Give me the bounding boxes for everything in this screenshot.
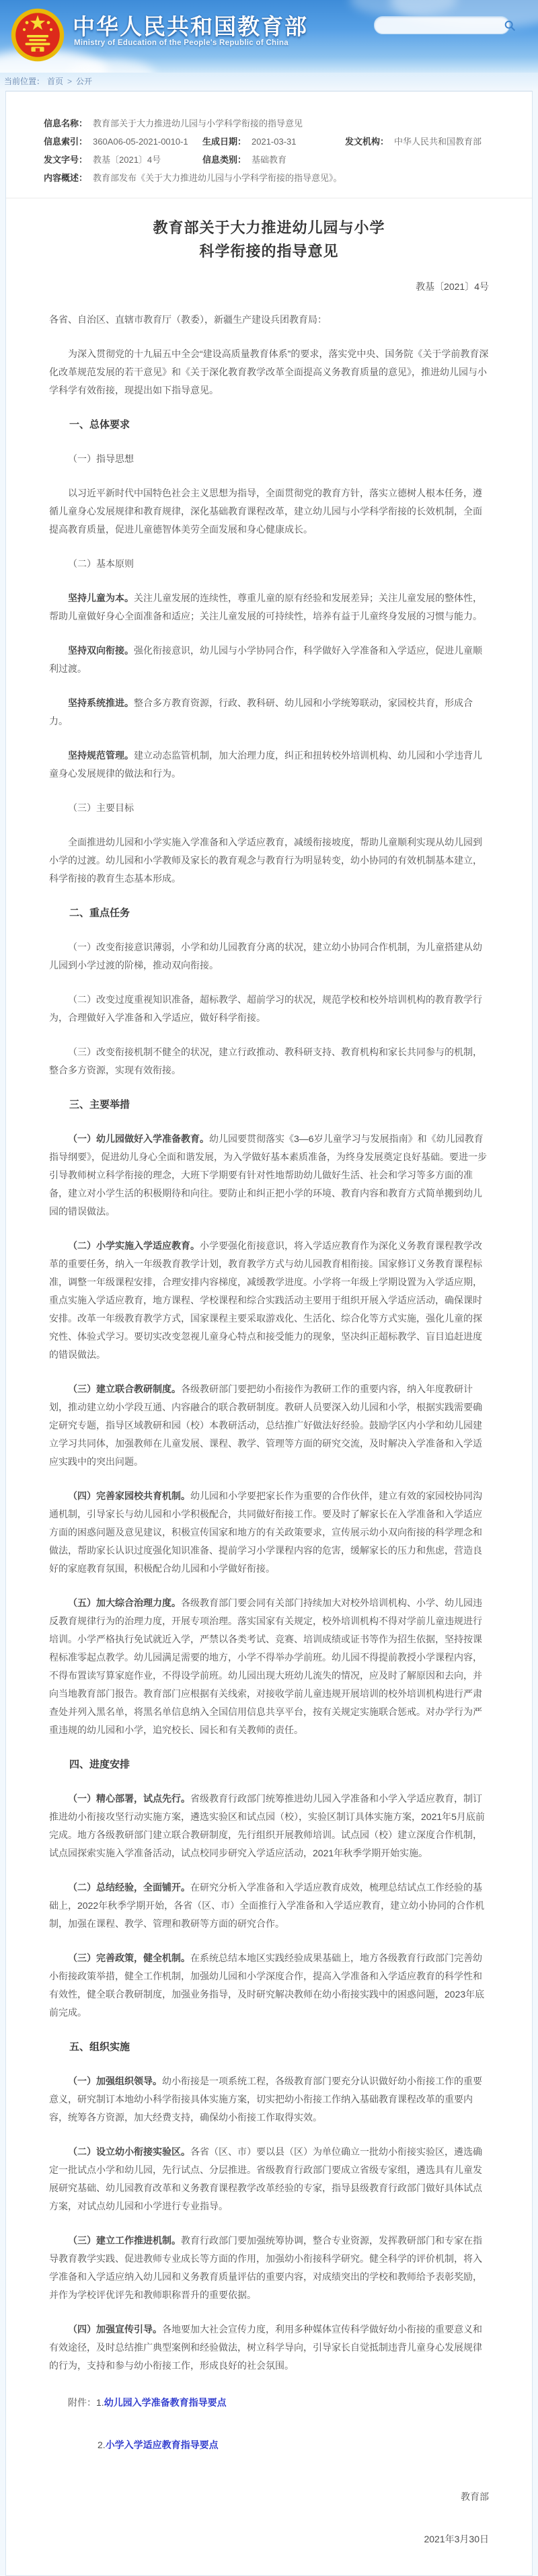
section-heading: 三、主要举措: [69, 1099, 130, 1110]
paragraph: 坚持双向衔接。强化衔接意识，幼儿园与小学协同合作，科学做好入学准备和入学适应，促进儿童顺利过渡。: [49, 645, 482, 674]
meta-docno-label: 发文字号：: [44, 155, 88, 165]
breadcrumb-current-link[interactable]: 公开: [76, 77, 93, 86]
meta-summary-label: 内容概述：: [44, 173, 88, 183]
signature-block: [49, 2488, 489, 2548]
paragraph-lead: （二）小学实施入学适应教育。: [68, 1240, 200, 1251]
search-input[interactable]: [383, 18, 504, 33]
title-line-1: 教育部关于大力推进幼儿园与小学: [153, 219, 385, 236]
paragraph-lead: （四）完善家园校共育机制。: [68, 1490, 190, 1501]
meta-agency-value: 中华人民共和国教育部: [394, 137, 482, 147]
paragraph: （一）指导思想: [68, 453, 134, 464]
section-heading: 一、总体要求: [69, 419, 130, 430]
signature-agency: 教育部: [461, 2491, 489, 2502]
meta-row-index: [44, 132, 505, 151]
paragraph: （三）改变衔接机制不健全的状况，建立行政推动、教科研支持、教育机构和家长共同参与的机制，整合多方资源，实现有效衔接。: [49, 1047, 482, 1075]
paragraph: （二）基本原则: [68, 558, 134, 569]
paragraph: （一）精心部署，试点先行。省级教育行政部门统筹推进幼儿园入学准备和小学入学适应教育，制订推进幼小衔接攻坚行动实施方案，遴选实验区和试点园（校），实验区制订具体实施方案，2021年5月底前完成。地方各级教研部门建立联合教研制度，先行组织开展教师培训。试点园（校）建立深度合作机制，试点园探索实施入学准备活动，试点校同步研究入学适应活动，2021年秋季学期开始实施。: [49, 1793, 485, 1858]
attachment-item: [49, 2436, 489, 2454]
paragraph: （一）加强组织领导。幼小衔接是一项系统工程，各级教育部门要充分认识做好幼小衔接工作的重要意义，研究制订本地幼小科学衔接具体实施方案，切实把幼小衔接工作纳入基础教育课程改革的重要内容，统筹各方资源，加大经费支持，确保幼小衔接工作取得实效。: [49, 2076, 482, 2123]
document-body: [6, 216, 532, 2548]
paragraph: （二）小学实施入学适应教育。小学要强化衔接意识，将入学适应教育作为深化义务教育课程教学改革的重要任务，纳入一年级教育教学计划，教育教学方式与幼儿园教育相衔接。国家修订义务教育课程标准，调整一年级课程安排，合理安排内容梯度，减缓教学进度。小学将一年级上学期设置为入学适应期，重点实施入学适应教育，地方课程、学校课程和综合实践活动主要用于组织开展入学适应活动，确保课时安排。改革一年级教育教学方式，国家课程主要采取游戏化、生活化、综合化等方式实施，强化儿童的探究性、体验式学习。要切实改变忽视儿童身心特点和接受能力的现象，坚决纠正超标教学、盲目追赶进度的错误做法。: [49, 1240, 482, 1360]
paragraph: （三）主要目标: [68, 802, 134, 813]
breadcrumb: [0, 73, 538, 91]
meta-docno-value: 教基〔2021〕4号: [93, 155, 161, 165]
meta-summary-value: 教育部发布《关于大力推进幼儿园与小学科学衔接的指导意见》。: [93, 173, 342, 183]
section-heading: 四、进度安排: [69, 1759, 130, 1770]
paragraph-lead: 坚持规范管理。: [68, 750, 134, 761]
meta-row-docno: [44, 151, 505, 169]
attachment-number: 2.: [98, 2439, 106, 2450]
attachment-number: 1.: [96, 2397, 104, 2408]
meta-index-value: 360A06-05-2021-0010-1: [93, 137, 188, 147]
paragraph-lead: （三）建立联合教研制度。: [68, 1384, 181, 1394]
paragraph: 坚持儿童为本。关注儿童发展的连续性，尊重儿童的原有经验和发展差异；关注儿童发展的整体性，帮助儿童做好身心全面准备和适应；关注儿童发展的可持续性，培养有益于儿童终身发展的习惯与能力。: [49, 593, 482, 621]
paragraph-lead: 坚持儿童为本。: [68, 593, 134, 603]
paragraph-lead: （三）建立工作推进机制。: [68, 2235, 181, 2246]
attachments: [49, 2394, 489, 2454]
meta-pair-date: [202, 132, 345, 151]
paragraph-lead: （四）加强宣传引导。: [68, 2324, 162, 2335]
paragraph-lead: （五）加大综合治理力度。: [68, 1597, 181, 1608]
paragraph-lead: （一）加强组织领导。: [68, 2076, 162, 2086]
meta-agency-label: 发文机构：: [345, 137, 389, 147]
site-header: [0, 0, 538, 73]
search-icon[interactable]: [504, 20, 516, 32]
national-emblem-icon: [11, 7, 65, 63]
paragraph: 全面推进幼儿园和小学实施入学准备和入学适应教育，减缓衔接坡度，帮助儿童顺利实现从幼儿园到小学的过渡。幼儿园和小学教师及家长的教育观念与教育行为明显转变，幼小协同的有效机制基本建立，科学衔接的教育生态基本形成。: [49, 837, 482, 884]
paragraph: （二）总结经验，全面铺开。在研究分析入学准备和入学适应教育成效，梳理总结试点工作经验的基础上，2022年秋季学期开始，各省（区、市）全面推行入学准备和入学适应教育，建立幼小协同的合作机制，加强在课程、教学、管理和教研等方面的研究合作。: [49, 1882, 485, 1929]
paragraph: （一）幼儿园做好入学准备教育。幼儿园要贯彻落实《3—6岁儿童学习与发展指南》和《幼儿园教育指导纲要》，促进幼儿身心全面和谐发展，为入学做好基本素质准备，为终身发展奠定良好基础。要进一步引导教师树立科学衔接的理念，大班下学期要有针对性地帮助幼儿做好生活、社会和学习等多方面的准备，建立对小学生活的积极期待和向往。要防止和纠正把小学的环境、教育内容和教育方式简单搬到幼儿园的错误做法。: [49, 1133, 487, 1217]
meta-name-label: 信息名称：: [44, 118, 88, 128]
paragraph-lead: 坚持双向衔接。: [68, 645, 134, 656]
meta-category-label: 信息类别：: [202, 155, 247, 165]
section-heading: 五、组织实施: [69, 2041, 130, 2053]
breadcrumb-label: 当前位置：: [4, 77, 45, 86]
paragraph-lead: （二）设立幼小衔接实验区。: [68, 2146, 190, 2157]
title-line-2: 科学衔接的指导意见: [199, 243, 339, 260]
attachment-item: [49, 2394, 489, 2412]
site-title: 中华人民共和国教育部: [73, 14, 308, 39]
signature-date: 2021年3月30日: [424, 2534, 489, 2544]
attachment-link-1[interactable]: 幼儿园入学准备教育指导要点: [104, 2397, 227, 2408]
salutation: 各省、自治区、直辖市教育厅（教委），新疆生产建设兵团教育局：: [49, 314, 327, 325]
document-meta: [6, 110, 532, 198]
meta-row-summary: [44, 169, 505, 187]
article-blocks: [49, 416, 489, 2375]
meta-pair-docno: [44, 151, 202, 169]
meta-date-label: 生成日期：: [202, 137, 247, 147]
paragraph: （四）完善家园校共育机制。幼儿园和小学要把家长作为重要的合作伙伴，建立有效的家园校协同沟通机制，引导家长与幼儿园和小学积极配合，共同做好衔接工作。要及时了解家长在入学准备和入学适应方面的困惑问题及意见建议，积极宣传国家和地方的有关政策要求，宣传展示幼小双向衔接的科学理念和做法，帮助家长认识过度强化知识准备、提前学习小学课程内容的危害，缓解家长的压力和焦虑，营造良好的家庭教育氛围，积极配合幼儿园和小学做好衔接。: [49, 1490, 482, 1574]
paragraph-lead: （三）完善政策，健全机制。: [68, 1953, 190, 1963]
paragraph: （二）改变过度重视知识准备，超标教学、超前学习的状况，规范学校和校外培训机构的教育教学行为，合理做好入学准备和入学适应，做好科学衔接。: [49, 994, 482, 1023]
breadcrumb-separator: >: [67, 77, 73, 86]
meta-category-value: 基础教育: [252, 155, 287, 165]
site-subtitle: Ministry of Education of the People's Republic of China: [74, 39, 289, 47]
intro-paragraph: 为深入贯彻党的十九届五中全会“建设高质量教育体系”的要求，落实党中央、国务院《关于学前教育深化改革规范发展的若干意见》和《关于深化教育教学改革全面提高义务教育质量的意见》，推进幼儿园与小学科学有效衔接，现提出如下指导意见。: [49, 348, 489, 395]
meta-pair-index: [44, 132, 202, 151]
document-card: [5, 91, 533, 2576]
attachment-link-2[interactable]: 小学入学适应教育指导要点: [105, 2439, 219, 2450]
meta-pair-agency: [345, 132, 482, 151]
meta-date-value: 2021-03-31: [252, 137, 297, 147]
paragraph: （三）完善政策，健全机制。在系统总结本地区实践经验成果基础上，地方各级教育行政部门完善幼小衔接政策举措，健全工作机制，加强幼儿园和小学深度合作，提高入学准备和入学适应教育的科学性和有效性，健全联合教研制度，加强业务指导，及时研究解决教师在幼小衔接实践中的困惑问题，2023年底前完成。: [49, 1953, 485, 2018]
paragraph-lead: 坚持系统推进。: [68, 697, 134, 708]
page-title: [49, 216, 489, 263]
paragraph: 坚持规范管理。建立动态监管机制，加大治理力度，纠正和扭转校外培训机构、幼儿园和小学违背儿童身心发展规律的做法和行为。: [49, 750, 482, 779]
doc-number: 教基〔2021〕4号: [416, 281, 489, 292]
meta-name-value: 教育部关于大力推进幼儿园与小学科学衔接的指导意见: [93, 118, 303, 128]
paragraph: （五）加大综合治理力度。各级教育部门要会同有关部门持续加大对校外培训机构、小学、幼儿园违反教育规律行为的治理力度，开展专项治理。落实国家有关规定，校外培训机构不得对学前儿童违规进行培训。小学严格执行免试就近入学，严禁以各类考试、竞赛、培训成绩或证书等作为招生依据，坚持按课程标准零起点教学。幼儿园满足需要的地方，小学不得举办学前班。幼儿园不得提前教授小学课程内容，不得布置读写算家庭作业，不得设学前班。幼儿园出现大班幼儿流失的情况，应及时了解原因和去向，并向当地教育部门报告。教育部门应根据有关线索，对接收学前儿童违规开展培训的校外培训机构进行严肃查处并列入黑名单，将黑名单信息纳入全国信用信息共享平台，按有关规定实施联合惩戒。对办学行为严重违规的幼儿园和小学，追究校长、园长和有关教师的责任。: [49, 1597, 482, 1735]
paragraph-lead: （一）幼儿园做好入学准备教育。: [68, 1133, 209, 1144]
paragraph-lead: （二）总结经验，全面铺开。: [68, 1882, 190, 1893]
paragraph-lead: （一）精心部署，试点先行。: [68, 1793, 190, 1804]
paragraph: （二）设立幼小衔接实验区。各省（区、市）要以县（区）为单位确立一批幼小衔接实验区，遴选确定一批试点小学和幼儿园，先行试点、分层推进。省级教育行政部门要成立省级专家组，遴选具有儿童发展研究基础、幼儿园教育改革和义务教育课程教学改革经验的专家，指导县级教育行政部门做好具体试点方案，对试点幼儿园和小学进行专业指导。: [49, 2146, 482, 2211]
paragraph: （一）改变衔接意识薄弱，小学和幼儿园教育分离的状况，建立幼小协同合作机制，为儿童搭建从幼儿园到小学过渡的阶梯，推动双向衔接。: [49, 942, 482, 971]
paragraph: 坚持系统推进。整合多方教育资源，行政、教科研、幼儿园和小学统筹联动，家园校共育，形成合力。: [49, 697, 473, 726]
meta-index-label: 信息索引：: [44, 137, 88, 147]
search-box[interactable]: [374, 16, 510, 34]
paragraph: 以习近平新时代中国特色社会主义思想为指导，全面贯彻党的教育方针，落实立德树人根本任务，遵循儿童身心发展规律和教育规律，深化基础教育课程改革，建立幼儿园与小学科学衔接的长效机制，全面提高教育质量，促进儿童德智体美劳全面发展和身心健康成长。: [49, 488, 482, 535]
attachments-label: 附件：: [68, 2397, 96, 2408]
breadcrumb-home-link[interactable]: 首页: [47, 77, 64, 86]
section-heading: 二、重点任务: [69, 907, 130, 919]
paragraph: （三）建立联合教研制度。各级教研部门要把幼小衔接作为教研工作的重要内容，纳入年度教研计划，推动建立幼小学段互通、内容融合的联合教研制度。教研人员要深入幼儿园和小学，根据实践需要确定研究专题，指导区域教研和园（校）本教研活动，总结推广好做法好经验。鼓励学区内小学和幼儿园建立学习共同体，加强教师在儿童发展、课程、教学、管理等方面的研究交流，及时解决入学准备和入学适应实践中的突出问题。: [49, 1384, 482, 1467]
paragraph: （四）加强宣传引导。各地要加大社会宣传力度，利用多种媒体宣传科学做好幼小衔接的重要意义和有效途径，及时总结推广典型案例和经验做法，树立科学导向，引导家长自觉抵制违背儿童身心发展规律的行为，支持和参与幼小衔接工作，形成良好的社会氛围。: [49, 2324, 482, 2371]
meta-row-name: [44, 114, 505, 132]
meta-pair-category: [202, 151, 286, 169]
paragraph: （三）建立工作推进机制。教育行政部门要加强统筹协调，整合专业资源，发挥教研部门和专家在指导教育教学实践、促进教师专业成长等方面的作用，加强幼小衔接科学研究。健全科学的评价机制，将入学准备和入学适应纳入幼儿园和义务教育质量评估的重要内容，对成绩突出的学校和教师给予表彰奖励，并作为学校评优评先和教师职称晋升的重要依据。: [49, 2235, 482, 2300]
